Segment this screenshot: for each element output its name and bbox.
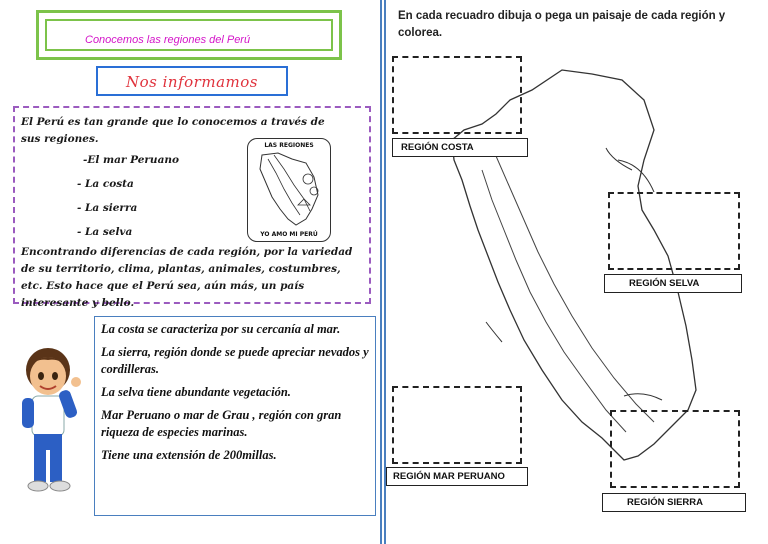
- boy-icon: [10, 340, 90, 500]
- title-banner-inner: [45, 19, 333, 51]
- region-item-mar: -El mar Peruano: [83, 154, 180, 166]
- drawing-box-sierra[interactable]: [610, 410, 740, 488]
- activity-instructions: En cada recuadro dibuja o pega un paisaje de cada región y colorea.: [398, 10, 726, 39]
- facts-panel: [94, 316, 376, 516]
- fact-selva: La selva tiene abundante vegetación.: [101, 385, 291, 399]
- peru-map-mini-icon: [248, 139, 330, 241]
- region-item-costa: - La costa: [77, 178, 134, 190]
- fact-costa: La costa se caracteriza por su cercanía al mar.: [101, 322, 341, 336]
- drawing-box-mar[interactable]: [392, 386, 522, 464]
- intro-text: El Perú es tan grande que lo conocemos a través de sus regiones.: [21, 116, 325, 145]
- fact-mar: Mar Peruano o mar de Grau , región con gran riqueza de especies marinas.: [101, 408, 342, 439]
- drawing-box-selva[interactable]: [608, 192, 740, 270]
- label-region-costa: REGIÓN COSTA: [392, 138, 528, 157]
- label-region-sierra: REGIÓN SIERRA: [602, 493, 746, 512]
- conclusion-text: Encontrando diferencias de cada región, por la variedad de su territorio, clima, plantas, animales, costumbres, etc. Esto hace que el Perú sea, aún más, un país interesante y bello.: [21, 246, 353, 309]
- drawing-box-costa[interactable]: [392, 56, 522, 134]
- column-divider-secondary: [384, 0, 386, 544]
- label-region-selva: REGIÓN SELVA: [604, 274, 742, 293]
- title-banner: [36, 10, 342, 60]
- info-panel: [13, 106, 371, 309]
- boy-illustration: [10, 340, 90, 500]
- peru-regions-illustration: [247, 138, 331, 242]
- illustration-caption: YO AMO MI PERÚ: [260, 231, 318, 238]
- fact-extension: Tiene una extensión de 200millas.: [101, 448, 277, 462]
- subtitle: Nos informamos: [126, 73, 258, 91]
- page-title: Conocemos las regiones del Perú: [85, 34, 251, 46]
- region-item-sierra: - La sierra: [77, 202, 138, 214]
- label-region-mar: REGIÓN MAR PERUANO: [386, 467, 528, 486]
- illustration-title: LAS REGIONES: [264, 142, 314, 149]
- subtitle-banner: [96, 66, 288, 96]
- region-item-selva: - La selva: [77, 226, 133, 238]
- column-divider: [380, 0, 382, 544]
- fact-sierra: La sierra, región donde se puede apreciar nevados y cordilleras.: [101, 345, 369, 376]
